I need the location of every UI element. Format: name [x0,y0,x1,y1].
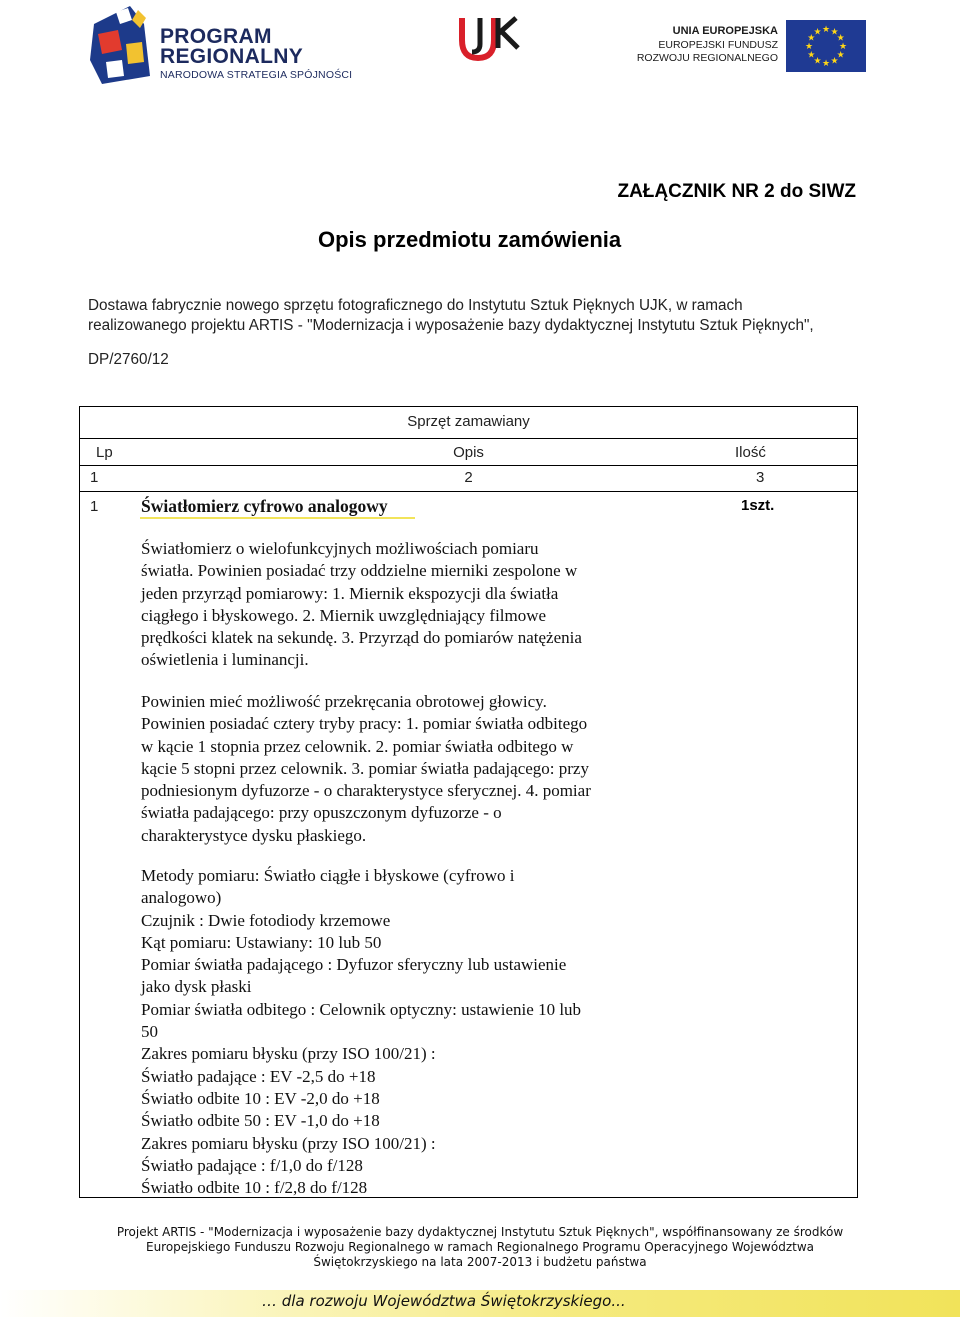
intro-line-1: Dostawa fabrycznie nowego sprzętu fotograficznego do Instytutu Sztuk Pięknych UJK, w ramach [88,297,743,314]
eu-logo [636,20,866,74]
eu-star-icon: ★ [830,55,839,66]
equipment-table [79,406,858,1198]
eu-star-icon: ★ [838,41,848,51]
item-name: Światłomierz cyfrowo analogowy [141,496,388,516]
eu-star-icon: ★ [821,24,831,34]
program-logo-line1: PROGRAM [160,25,272,48]
row-lp: 1 [90,498,99,515]
eu-flag-icon [786,20,866,72]
intro-line-2: realizowanego projektu ARTIS - "Modernizacja i wyposażenie bazy dydaktycznej Instytutu Sztuk Pięknych", [88,317,814,334]
table-divider [80,491,857,492]
item-quantity: 1szt. [741,497,775,514]
program-regionalny-logo [88,4,358,86]
item-name-highlight [140,517,415,519]
eu-star-icon: ★ [807,49,816,60]
footer-text: Projekt ARTIS - "Modernizacja i wyposażenie bazy dydaktycznej Instytutu Sztuk Pięknych", współfinansowany ze środków Europejskiego Funduszu Rozwoju Regionalnego w ramach Regionalnego Programu Operacyjnego Województwa Świętokrzyskiego na lata 2007-2013 i budżetu państwa [116,1225,844,1269]
column-number-3: 3 [756,469,765,486]
item-specifications: Metody pomiaru: Światło ciągłe i błyskowe (cyfrowo i analogowo) Czujnik : Dwie fotodiody krzemowe Kąt pomiaru: Ustawiany: 10 lub 50 Pomiar światła padającego : Dyfuzor sferyczny lub ustawienie jako dysk płaski Pomiar światła odbitego : Celownik optyczny: ustawienie 10 lub 50 Zakres pomiaru błysku (przy ISO 100/21) : Światło padające : EV -2,5 do +18 Światło odbite 10 : EV -2,0 do +18 Światło odbite 50 : EV -1,0 do +18 Zakres pomiaru błysku (przy ISO 100/21) : Światło padające : f/1,0 do f/128 Światło odbite 10 : f/2,8 do f/128 [141,866,582,1198]
eu-logo-line1: UNIA EUROPEJSKA [672,25,778,37]
eu-star-icon: ★ [813,55,822,66]
eu-star-icon: ★ [804,41,814,51]
eu-star-icon: ★ [813,26,822,37]
ujk-logo [458,14,520,64]
item-description-1: Światłomierz o wielofunkcyjnych możliwościach pomiaru światła. Powinien posiadać trzy oddzielne mierniki zespolone w jeden przyrząd pomiarowy: 1. Miernik ekspozycji dla światła ciągłego i błyskowego. 2. Miernik uwzględniający filmowe prędkości klatek na sekundę. 3. Przyrząd do pomiarów natężenia oświetlenia i luminancji. [141,539,582,670]
header-lp: Lp [96,444,113,461]
column-number-2: 2 [464,469,473,486]
column-number-1: 1 [90,469,99,486]
annex-label: ZAŁĄCZNIK NR 2 do SIWZ [617,181,856,202]
eu-star-icon: ★ [821,58,831,68]
eu-logo-line3: ROZWOJU REGIONALNEGO [636,52,778,64]
program-logo-line3: NARODOWA STRATEGIA SPÓJNOŚCI [160,69,353,81]
table-caption: Sprzęt zamawiany [407,413,530,430]
program-logo-line2: REGIONALNY [160,45,304,68]
eu-star-icon: ★ [807,32,816,43]
intro-paragraph [88,296,868,336]
footer-slogan: … dla rozwoju Województwa Świętokrzyskiego... [262,1292,626,1310]
item-description-2: Powinien mieć możliwość przekręcania obrotowej głowicy. Powinien posiadać cztery tryby pracy: 1. pomiar światła odbitego w kącie 1 stopnia przez celownik. 2. pomiar światła odbitego w kącie 5 stopni przez celownik. 3. pomiar światła padającego: przy podniesionym dyfuzorze - o charakterystyce sferycznej. 4. pomiar światła padającego: przy opuszczonym dyfuzorze - o charakterystyce dysku płaskiego. [141,692,591,845]
eu-logo-line2: EUROPEJSKI FUNDUSZ [658,39,778,51]
program-regionalny-emblem-icon [88,4,154,86]
header-ilosc: Ilość [735,444,766,461]
ujk-logo-icon [458,14,520,64]
eu-star-icon: ★ [836,49,845,60]
eu-star-icon: ★ [830,26,839,37]
page-title: Opis przedmiotu zamówienia [318,227,622,252]
table-divider [80,438,857,439]
table-divider [80,465,857,466]
eu-star-icon: ★ [836,32,845,43]
reference-number: DP/2760/12 [88,351,169,368]
header-opis: Opis [453,444,484,461]
